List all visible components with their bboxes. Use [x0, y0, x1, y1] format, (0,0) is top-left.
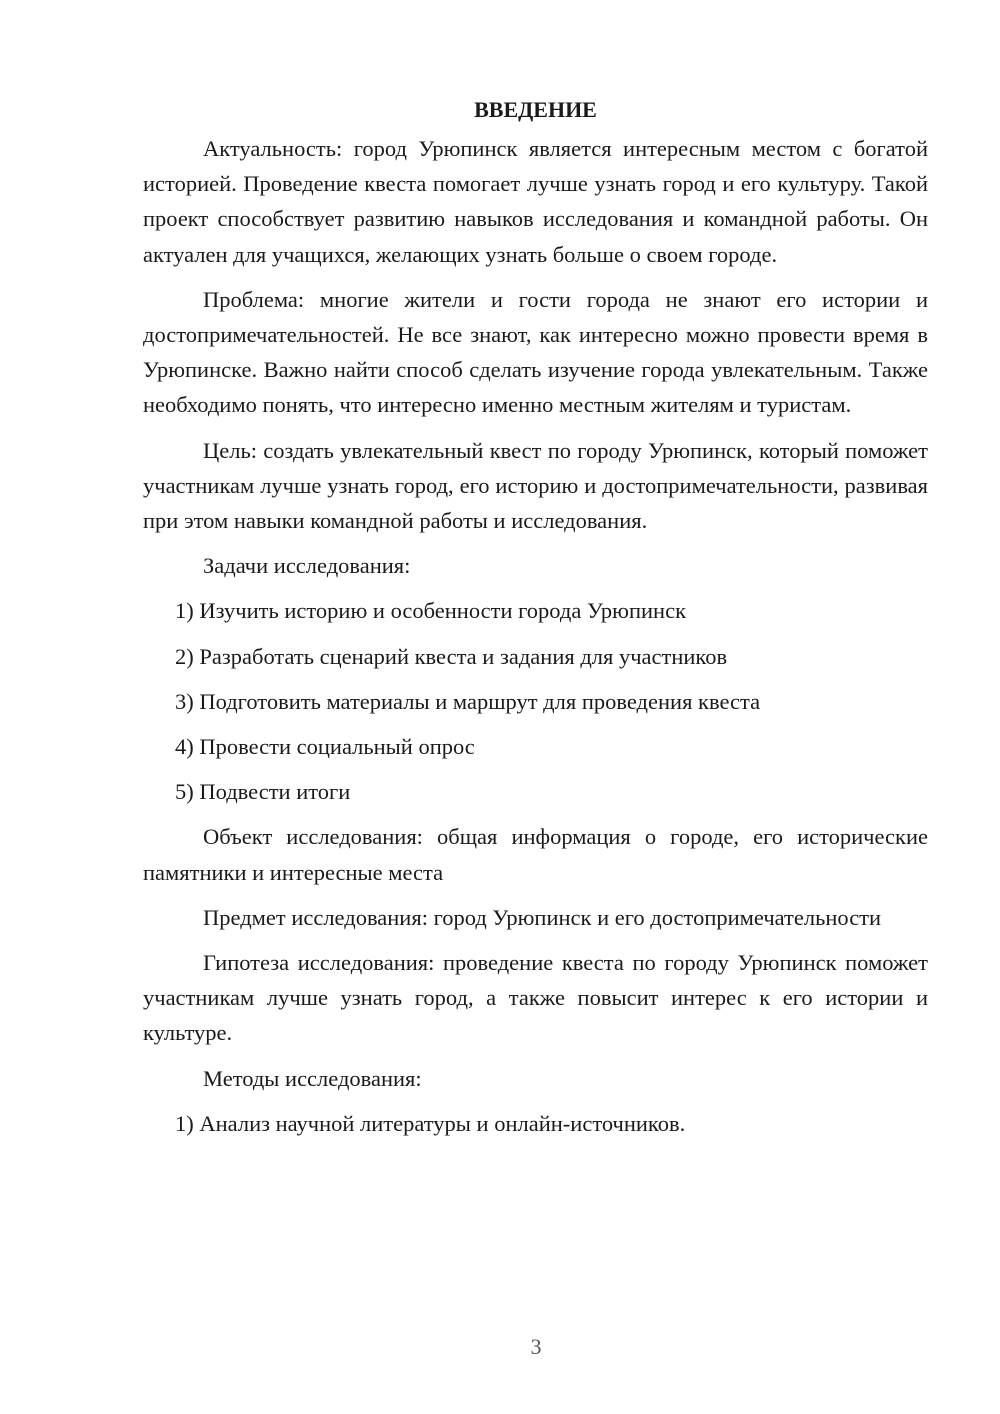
methods-list — [143, 1106, 928, 1141]
object-paragraph: Объект исследования: общая информация о городе, его исторические памятники и интересные места — [143, 824, 928, 885]
page-number: 3 — [530, 1334, 542, 1359]
problem-paragraph: Проблема: многие жители и гости города не знают его истории и достопримечательностей. Не все знают, как интересно можно провести время в Урюпинске. Важно найти способ сделать изучение города увлекательным. Также необходимо понять, что интересно именно местным жителям и туристам. — [143, 286, 928, 418]
tasks-list — [143, 593, 928, 809]
tasks-label: Задачи исследования: — [203, 553, 411, 579]
list-item: 1) Изучить историю и особенности города Урюпинск — [175, 598, 687, 624]
list-item: 1) Анализ научной литературы и онлайн-источников. — [175, 1110, 686, 1136]
goal-paragraph: Цель: создать увлекательный квест по городу Урюпинск, который поможет участникам лучше узнать город, его историю и достопримечательности, развивая при этом навыки командной работы и исследования. — [143, 437, 928, 534]
list-item: 4) Провести социальный опрос — [175, 734, 475, 760]
section-title: ВВЕДЕНИЕ — [474, 97, 597, 122]
subject-paragraph: Предмет исследования: город Урюпинск и его достопримечательности — [203, 904, 882, 930]
list-item: 3) Подготовить материалы и маршрут для проведения квеста — [175, 688, 761, 714]
methods-label: Методы исследования: — [203, 1065, 422, 1091]
list-item: 5) Подвести итоги — [175, 779, 351, 805]
hypothesis-paragraph: Гипотеза исследования: проведение квеста по городу Урюпинск поможет участникам лучше узнать город, а также повысит интерес к его истории и культуре. — [143, 950, 928, 1046]
relevance-paragraph: Актуальность: город Урюпинск является интересным местом с богатой историей. Проведение квеста помогает лучше узнать город и его культуру. Такой проект способствует развитию навыков исследования и командной работы. Он актуален для учащихся, желающих узнать больше о своем городе. — [143, 136, 928, 267]
document-page — [143, 92, 928, 1151]
list-item: 2) Разработать сценарий квеста и задания для участников — [175, 643, 728, 669]
